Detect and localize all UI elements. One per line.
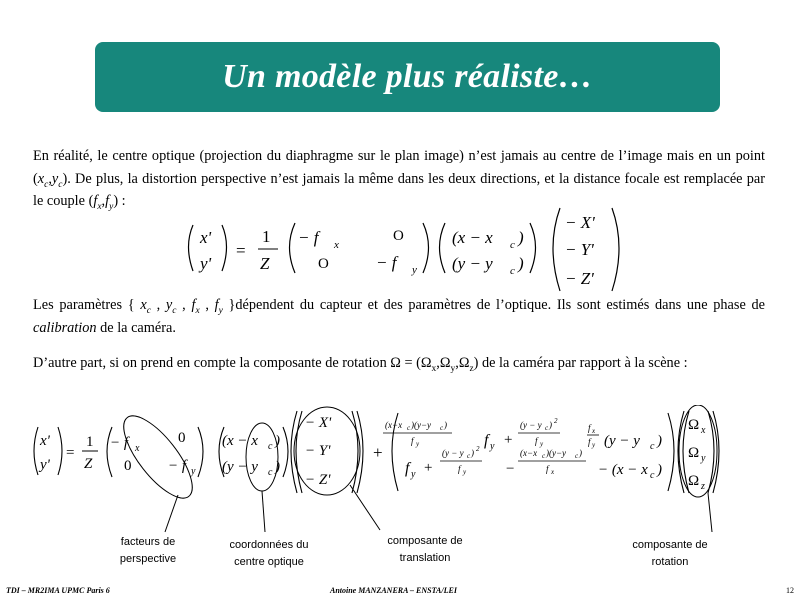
eq1-lhs-x: x' xyxy=(200,228,212,247)
sep: , xyxy=(150,297,166,313)
eq2-r13-den-sub: y xyxy=(592,441,596,449)
sub: x xyxy=(97,201,102,212)
eq2-r23-close: ) xyxy=(657,462,662,478)
ann-line: rotation xyxy=(651,556,689,568)
eq2-r22-mid: )(y−y xyxy=(546,448,567,458)
var: y xyxy=(51,170,59,187)
eq2-lhs-x: x' xyxy=(40,433,50,449)
eq2-r12-f: f xyxy=(484,432,489,449)
ann-line: centre optique xyxy=(234,556,304,568)
var: x xyxy=(37,170,45,187)
eq2-r11-num: (x−x xyxy=(385,420,403,430)
eq1-m11: − f xyxy=(298,228,319,247)
equation-projection xyxy=(0,205,800,295)
eq2-r13-sub: c xyxy=(650,441,655,452)
eq2-r21-close: ) xyxy=(471,448,474,458)
eq2-v1: (x − x xyxy=(222,433,258,449)
eq2-r12-num: (y − y xyxy=(520,420,542,430)
footer-center: Antoine MANZANERA – ENSTA/LEI xyxy=(330,586,457,595)
paragraph-optical-centre xyxy=(33,145,765,213)
footer-left: TDI – MR2IMA UPMC Paris 6 xyxy=(6,586,110,595)
eq2-m21: 0 xyxy=(124,458,132,474)
title-banner xyxy=(95,42,720,112)
sub: c xyxy=(44,179,49,190)
eq2-m11-sub: x xyxy=(135,443,140,454)
comma: , xyxy=(101,193,106,209)
text: de la caméra. xyxy=(96,319,176,336)
eq2-r22-minus: − xyxy=(506,461,515,477)
var: y xyxy=(165,297,173,313)
eq2-r22-close: ) xyxy=(579,448,582,458)
eq2-r12-den-sub: y xyxy=(540,440,544,448)
eq1-v2-close: ) xyxy=(518,254,524,273)
ann-line: translation xyxy=(399,552,451,564)
var: f xyxy=(191,297,196,313)
sub: y xyxy=(450,363,456,374)
eq2-r23: − (x − x xyxy=(598,462,648,478)
eq2-frac-num: 1 xyxy=(86,434,94,450)
page-number: 12 xyxy=(786,586,794,595)
eq2-r12-c: c xyxy=(545,424,549,432)
ann-line: composante de xyxy=(387,535,463,547)
slide-title: Un modèle plus réaliste… xyxy=(222,58,593,95)
sub: y xyxy=(109,201,114,212)
eq2-v1-sub: c xyxy=(268,441,273,452)
eq2-r12-f-sub: y xyxy=(490,441,495,452)
sub: y xyxy=(218,305,223,316)
eq1-w-y: − Y' xyxy=(565,240,594,259)
eq2-r22-den: f xyxy=(546,464,549,474)
var: x xyxy=(140,297,147,313)
eq2-r21-den: f xyxy=(458,464,461,474)
eq2-r22-num: (x−x xyxy=(520,448,538,458)
sub: c xyxy=(172,305,177,316)
eq2-m22: − f xyxy=(168,458,187,474)
paragraph-parameters xyxy=(33,294,765,339)
eq2-r11-den-sub: y xyxy=(416,440,420,448)
eq2-r11-c2: c xyxy=(440,424,444,432)
eq2-v2-close: ) xyxy=(275,459,280,475)
eq2-plus: + xyxy=(373,443,383,462)
sub: z xyxy=(469,363,474,374)
eq1-m22: − f xyxy=(376,253,397,272)
eq1-w-x: − X' xyxy=(565,213,595,232)
sub: x xyxy=(431,363,437,374)
omega: Ω xyxy=(458,355,470,371)
eq2-omega-y-sub: y xyxy=(701,453,706,464)
comma: , xyxy=(436,355,440,371)
sep: , xyxy=(199,297,215,313)
eq2-r23-sub: c xyxy=(650,470,655,481)
eq2-r12-plus: + xyxy=(504,432,513,448)
eq1-v1-sub: c xyxy=(510,239,515,251)
paragraph-rotation xyxy=(33,352,765,375)
eq1-frac-num: 1 xyxy=(262,227,271,246)
annotation-centre xyxy=(214,537,324,571)
eq1-v2: (y − y xyxy=(452,254,493,273)
text: En réalité, le centre optique (projection du diaphragme sur le plan image) n’est jamais au centre de l’image mais en un point ( xyxy=(33,148,765,187)
var: f xyxy=(105,193,110,209)
sub: c xyxy=(58,179,63,190)
sub: x xyxy=(195,305,200,316)
eq2-r12-den: f xyxy=(535,436,538,446)
eq2-lhs-y: y' xyxy=(40,457,50,473)
eq2-m11: − f xyxy=(110,435,129,451)
eq2-omega-x: Ω xyxy=(688,417,700,433)
text: }dépendent du capteur et des paramètres de l’optique. Ils sont estimés dans une phase de xyxy=(222,297,765,313)
eq2-r11-close: ) xyxy=(444,420,447,430)
eq2-r22-c: c xyxy=(542,452,546,460)
text: ) : xyxy=(113,193,126,209)
eq2-w-y: − Y' xyxy=(305,443,331,459)
eq2-r11-den: f xyxy=(411,436,414,446)
sep: , xyxy=(176,297,192,313)
centre-ellipse xyxy=(246,423,278,491)
eq2-omega-x-sub: x xyxy=(701,425,706,436)
var: f xyxy=(93,193,98,209)
eq1-v1: (x − x xyxy=(452,228,493,247)
eq2-r13-den: f xyxy=(588,437,591,447)
eq2-m12: 0 xyxy=(178,430,186,446)
eq2-r11-c: c xyxy=(407,424,411,432)
eq2-w-x: − X' xyxy=(305,415,332,431)
eq2-r22-c2: c xyxy=(575,452,579,460)
eq2-r21-sq: 2 xyxy=(476,445,480,453)
eq2-omega-y: Ω xyxy=(688,445,700,461)
eq2-r12-close: ) xyxy=(549,420,552,430)
eq2-r21-num: (y − y xyxy=(442,448,464,458)
eq1-m12: O xyxy=(393,228,404,244)
eq2-w-z: − Z' xyxy=(305,472,331,488)
comma: , xyxy=(48,170,52,187)
eq2-r21-f: f xyxy=(405,460,410,477)
eq2-m22-sub: y xyxy=(191,466,196,477)
sub: c xyxy=(146,305,151,316)
annotation-translation xyxy=(370,533,480,567)
eq1-w-z: − Z' xyxy=(565,269,594,288)
text: Les paramètres { xyxy=(33,297,141,313)
var: f xyxy=(214,297,219,313)
eq2-v1-close: ) xyxy=(275,433,280,449)
eq1-lhs-y: y' xyxy=(200,254,212,273)
eq2-r21-c: c xyxy=(467,452,471,460)
perspective-ellipse xyxy=(112,406,204,508)
eq2-r13-num-sub: x xyxy=(592,427,596,435)
eq2-omega-z-sub: z xyxy=(701,481,705,492)
omega: Ω xyxy=(439,355,451,371)
eq1-equals: = xyxy=(236,241,246,260)
text: ) de la caméra par rapport à la scène : xyxy=(473,355,688,371)
eq2-omega-z: Ω xyxy=(688,473,700,489)
eq2-r22-den-sub: x xyxy=(551,468,555,476)
comma: , xyxy=(455,355,459,371)
annotation-perspective xyxy=(108,534,188,568)
eq2-frac-den: Z xyxy=(84,456,93,472)
eq2-r21-plus: + xyxy=(424,460,433,476)
eq1-v2-sub: c xyxy=(510,265,515,277)
eq2-equals: = xyxy=(66,445,75,461)
equation-full-model xyxy=(0,405,800,540)
ann-line: facteurs de xyxy=(120,536,176,548)
eq1-m11-sub: x xyxy=(334,239,339,251)
eq1-v1-close: ) xyxy=(518,228,524,247)
ann-line: composante de xyxy=(632,539,708,551)
text: ). De plus, la distortion perspective n’est jamais la même dans les deux directions, et la distance focale est remplacée par le couple ( xyxy=(33,170,765,209)
eq2-r21-den-sub: y xyxy=(463,468,467,476)
annotation-rotation xyxy=(615,537,725,571)
ann-line: perspective xyxy=(119,553,177,565)
ann-line: coordonnées du xyxy=(229,539,309,551)
eq1-m22-sub: y xyxy=(412,264,417,276)
eq2-r11-mid: )(y−y xyxy=(411,420,432,430)
eq2-r12-sq: 2 xyxy=(554,417,558,425)
eq2-r13-tail: (y − y xyxy=(604,433,640,449)
eq1-m21: O xyxy=(318,256,329,272)
eq2-r13-close: ) xyxy=(657,433,662,449)
eq2-v2-sub: c xyxy=(268,467,273,478)
text: D’autre part, si on prend en compte la composante de rotation Ω = (Ω xyxy=(33,355,432,371)
eq2-r21-f-sub: y xyxy=(411,469,416,480)
eq1-frac-den: Z xyxy=(260,254,270,273)
eq2-r13-num: f xyxy=(588,423,591,433)
calibration-word: calibration xyxy=(33,319,97,336)
eq2-v2: (y − y xyxy=(222,459,258,475)
